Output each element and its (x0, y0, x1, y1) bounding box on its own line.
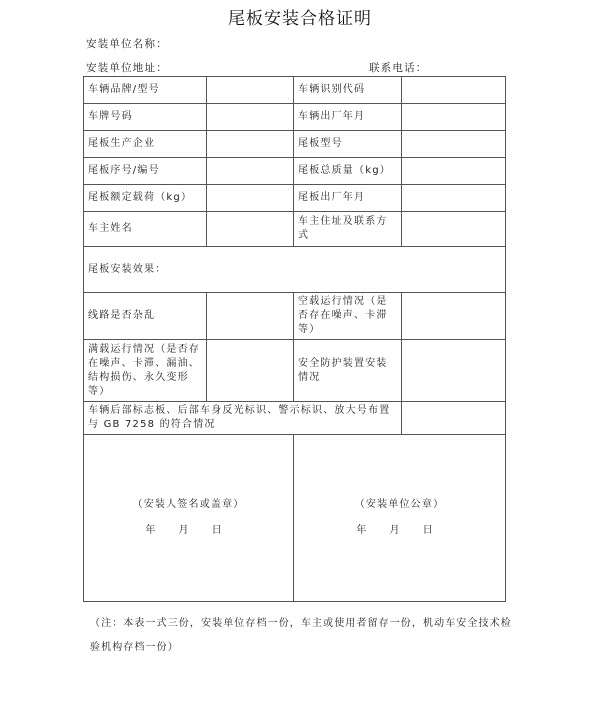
page-title: 尾板安装合格证明 (228, 9, 372, 29)
tailboard-manufacturer-label: 尾板生产企业 (84, 131, 207, 158)
table-row (84, 402, 506, 435)
tailboard-rated-load-label: 尾板额定载荷（kg） (84, 185, 207, 212)
footnote: （注：本表一式三份，安装单位存档一份，车主或使用者留存一份，机动车安全技术检验机构存档一份） (90, 618, 512, 653)
phone-label: 联系电话： (369, 62, 428, 74)
tailboard-manufacture-date-value[interactable] (402, 185, 506, 212)
tailboard-serial-label: 尾板序号/编号 (84, 158, 207, 185)
owner-name-label: 车主姓名 (84, 212, 207, 247)
rear-marking-compliance-value[interactable] (402, 402, 506, 435)
safety-device-label: 安全防护装置安装情况 (294, 340, 402, 402)
tailboard-serial-value[interactable] (207, 158, 294, 185)
noload-operation-value[interactable] (402, 293, 506, 340)
vehicle-brand-model-label: 车辆品牌/型号 (84, 77, 207, 104)
owner-address-value[interactable] (402, 212, 506, 247)
tailboard-manufacture-date-label: 尾板出厂年月 (294, 185, 402, 212)
unit-address-label: 安装单位地址： (86, 62, 168, 74)
owner-name-value[interactable] (207, 212, 294, 247)
vin-value[interactable] (402, 77, 506, 104)
unit-seal-cell[interactable] (294, 435, 506, 602)
installation-result-label: 尾板安装效果： (84, 247, 506, 293)
vehicle-manufacture-date-value[interactable] (402, 104, 506, 131)
certificate-table (83, 76, 506, 602)
unit-seal-date-label: 年 月 日 (356, 525, 443, 536)
plate-number-label: 车牌号码 (84, 104, 207, 131)
tailboard-total-mass-value[interactable] (402, 158, 506, 185)
installer-date-label: 年 月 日 (145, 525, 232, 536)
rear-marking-compliance-label: 车辆后部标志板、后部车身反光标识、警示标识、放大号布置与 GB 7258 的符合情况 (84, 402, 402, 435)
vehicle-manufacture-date-label: 车辆出厂年月 (294, 104, 402, 131)
noload-operation-label: 空载运行情况（是否存在噪声、卡滞等） (294, 293, 402, 340)
fullload-operation-label: 满载运行情况（是否存在噪声、卡滞、漏油、结构损伤、永久变形等） (84, 340, 207, 402)
unit-seal-label: （安装单位公章） (354, 499, 445, 510)
table-row (84, 158, 506, 185)
safety-device-value[interactable] (402, 340, 506, 402)
table-row (84, 77, 506, 104)
table-row (84, 131, 506, 158)
vehicle-brand-model-value[interactable] (207, 77, 294, 104)
tailboard-model-label: 尾板型号 (294, 131, 402, 158)
tailboard-manufacturer-value[interactable] (207, 131, 294, 158)
installer-sign-label: （安装人签名或盖章） (132, 499, 245, 510)
table-row (84, 340, 506, 402)
tailboard-rated-load-value[interactable] (207, 185, 294, 212)
installer-sign-cell[interactable] (84, 435, 294, 602)
wiring-messy-label: 线路是否杂乱 (84, 293, 207, 340)
owner-address-label: 车主住址及联系方式 (294, 212, 402, 247)
vin-label: 车辆识别代码 (294, 77, 402, 104)
table-row (84, 435, 506, 602)
tailboard-total-mass-label: 尾板总质量（kg） (294, 158, 402, 185)
unit-name-label: 安装单位名称： (86, 38, 168, 50)
table-row (84, 104, 506, 131)
fullload-operation-value[interactable] (207, 340, 294, 402)
table-row (84, 247, 506, 293)
table-row (84, 293, 506, 340)
tailboard-model-value[interactable] (402, 131, 506, 158)
table-row (84, 212, 506, 247)
table-row (84, 185, 506, 212)
plate-number-value[interactable] (207, 104, 294, 131)
wiring-messy-value[interactable] (207, 293, 294, 340)
